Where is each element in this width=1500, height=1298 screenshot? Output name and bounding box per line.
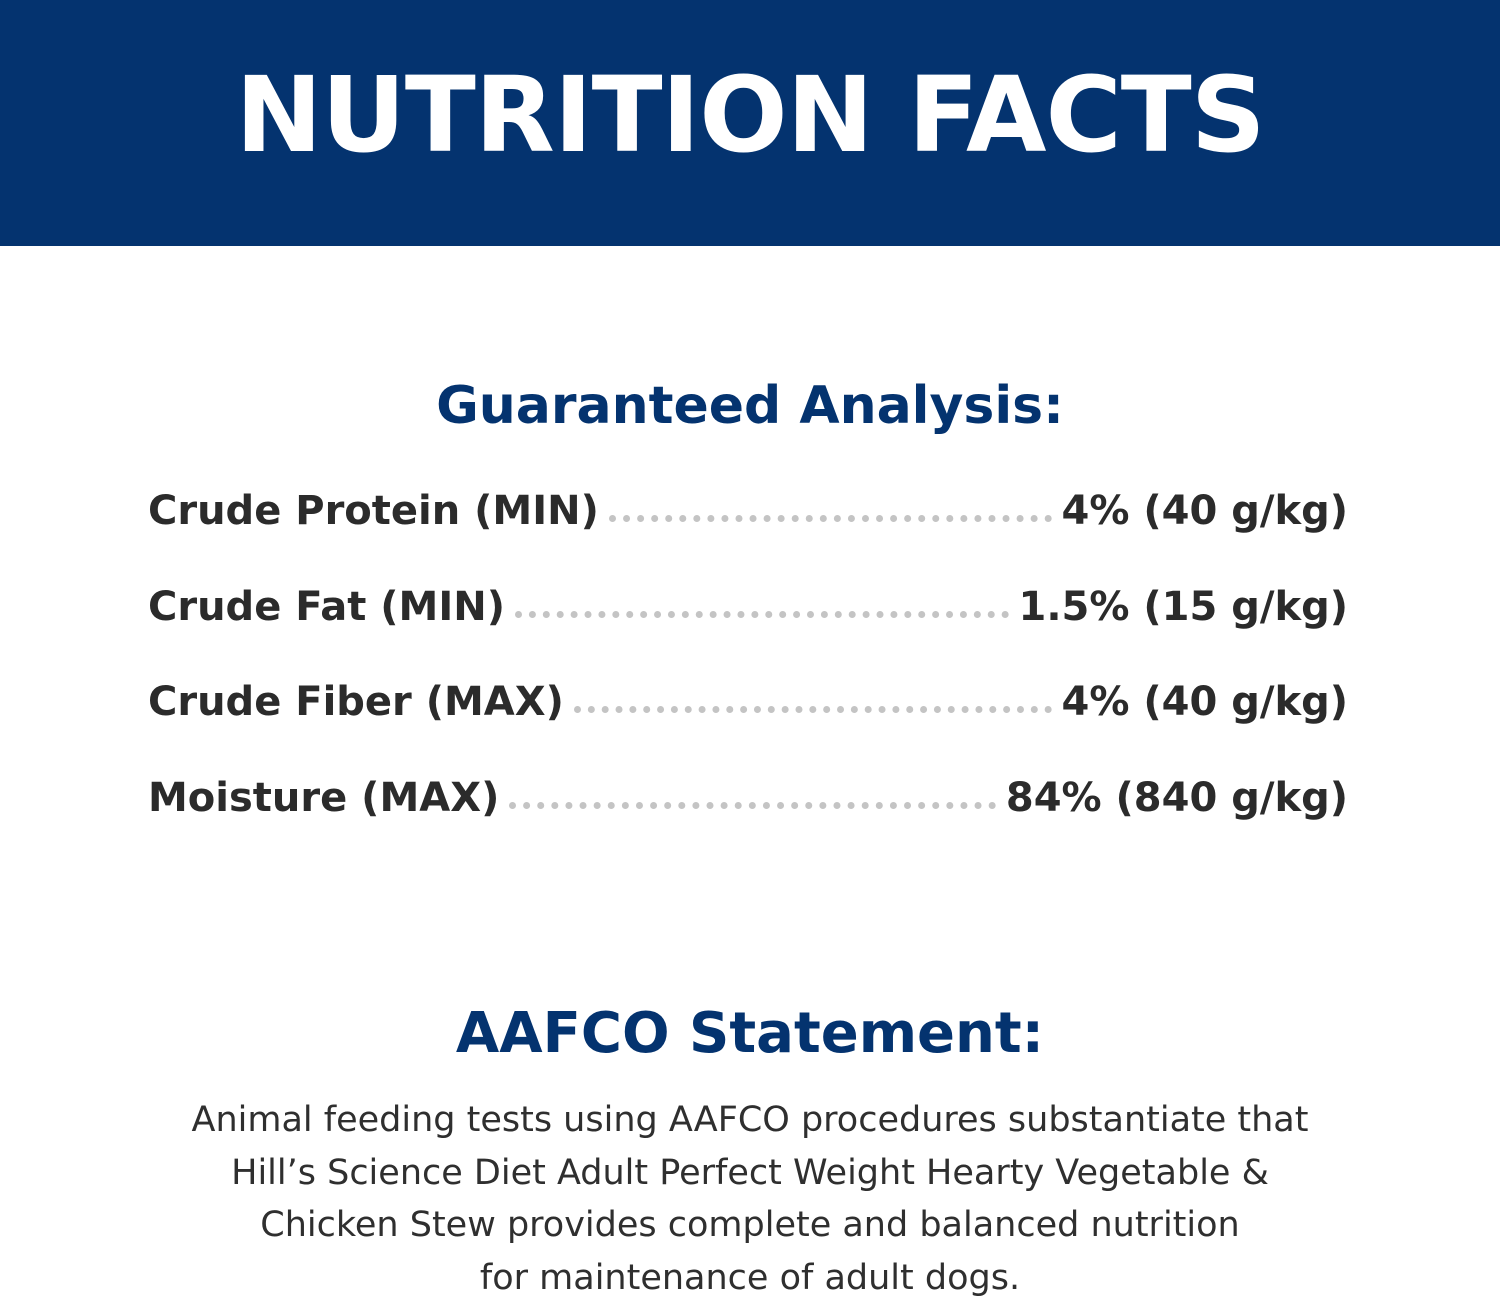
- guaranteed-analysis-list: [148, 488, 1348, 870]
- page-title: NUTRITION FACTS: [235, 54, 1265, 176]
- aafco-statement-line: Hill’s Science Diet Adult Perfect Weight Hearty Vegetable &: [231, 1152, 1269, 1193]
- leader-dots: [609, 515, 1052, 522]
- aafco-statement-line: for maintenance of adult dogs.: [479, 1257, 1021, 1298]
- analysis-label: Crude Fat (MIN): [148, 583, 505, 630]
- analysis-value: 84% (840 g/kg): [1005, 774, 1348, 821]
- guaranteed-analysis-heading: Guaranteed Analysis:: [436, 376, 1064, 436]
- aafco-statement: [150, 1094, 1350, 1298]
- leader-dots: [509, 802, 996, 809]
- analysis-value: 1.5% (15 g/kg): [1018, 583, 1348, 630]
- analysis-label: Moisture (MAX): [148, 774, 500, 821]
- analysis-label: Crude Protein (MIN): [148, 488, 599, 534]
- leader-dots: [515, 611, 1009, 618]
- analysis-value: 4% (40 g/kg): [1061, 679, 1348, 725]
- analysis-row-crude-protein: [148, 488, 1348, 584]
- analysis-row-moisture: [148, 775, 1348, 871]
- analysis-row-crude-fat: [148, 584, 1348, 680]
- analysis-value: 4% (40 g/kg): [1061, 488, 1348, 534]
- aafco-heading: AAFCO Statement:: [455, 1001, 1045, 1066]
- aafco-statement-line: Chicken Stew provides complete and balanced nutrition: [260, 1205, 1240, 1245]
- leader-dots: [574, 706, 1052, 713]
- aafco-statement-line: Animal feeding tests using AAFCO procedures substantiate that: [191, 1100, 1309, 1140]
- analysis-row-crude-fiber: [148, 679, 1348, 775]
- header-banner: [0, 0, 1500, 246]
- analysis-label: Crude Fiber (MAX): [148, 679, 564, 725]
